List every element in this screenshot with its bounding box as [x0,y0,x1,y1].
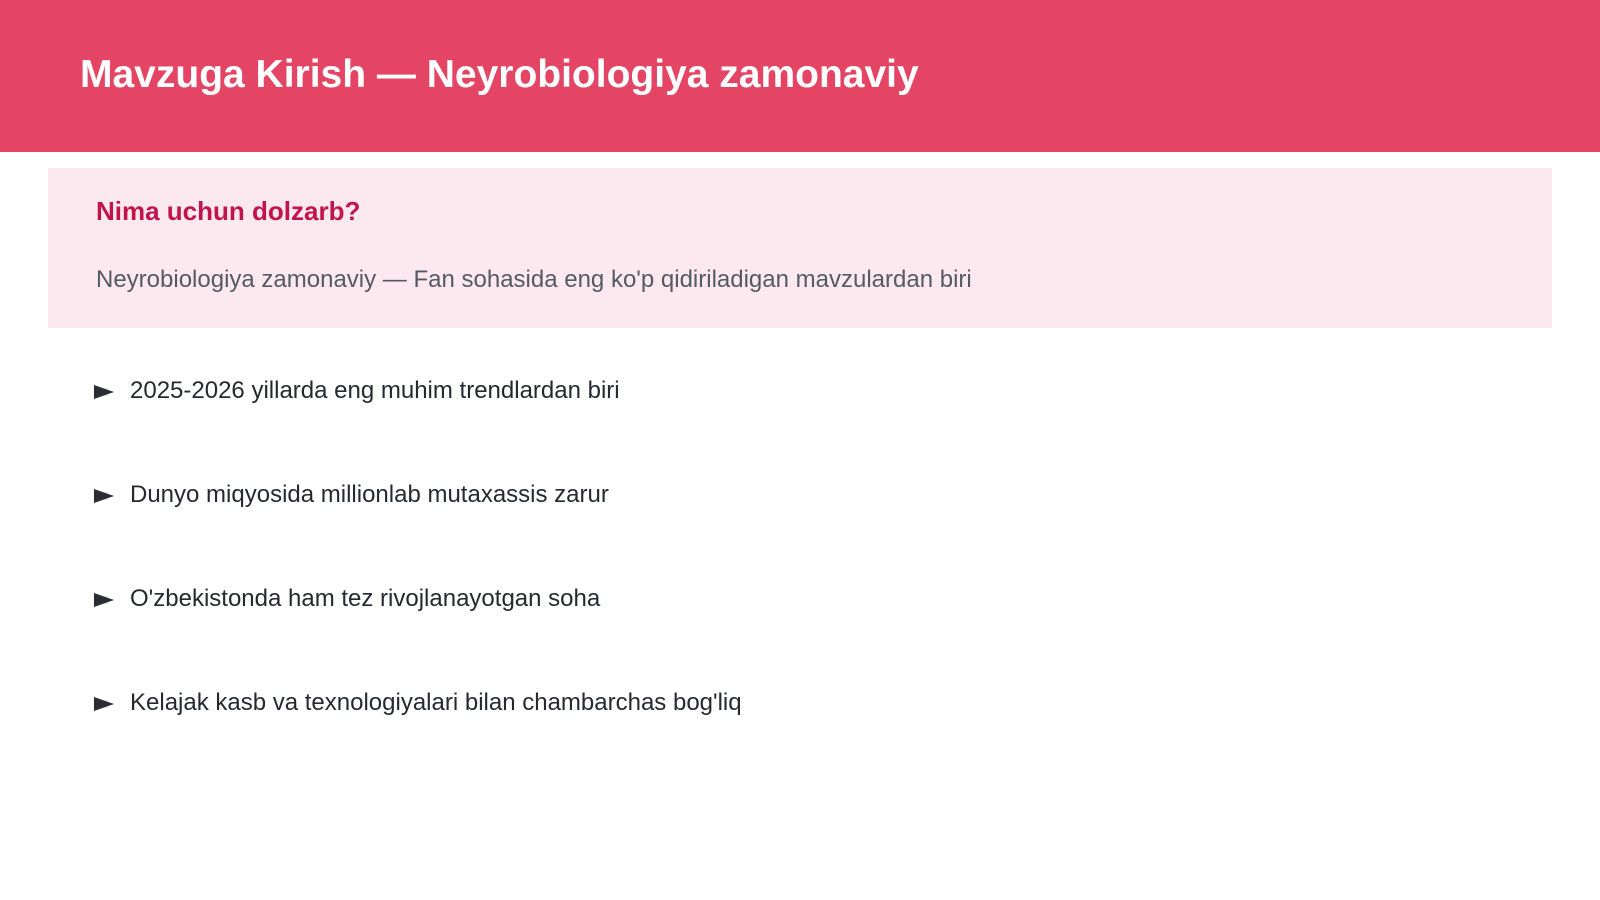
bullet-text: Dunyo miqyosida millionlab mutaxassis zarur [130,481,609,508]
header-banner [0,0,1600,152]
play-arrow-icon [94,489,114,503]
bullet-text: Kelajak kasb va texnologiyalari bilan chambarchas bog'liq [130,689,742,716]
bullet-text: 2025-2026 yillarda eng muhim trendlardan biri [130,377,620,404]
play-arrow-icon [94,593,114,607]
play-arrow-icon [94,697,114,711]
callout-box [48,168,1552,328]
callout-text: Neyrobiologiya zamonaviy — Fan sohasida eng ko'p qidiriladigan mavzulardan biri [96,266,972,293]
bullet-item [94,370,742,412]
slide-title: Mavzuga Kirish — Neyrobiologiya zamonaviy [80,53,919,96]
callout-heading: Nima uchun dolzarb? [96,196,361,226]
bullet-item [94,578,742,620]
bullet-list [94,370,742,786]
play-arrow-icon [94,385,114,399]
bullet-item [94,474,742,516]
bullet-item [94,682,742,724]
bullet-text: O'zbekistonda ham tez rivojlanayotgan soha [130,585,601,612]
